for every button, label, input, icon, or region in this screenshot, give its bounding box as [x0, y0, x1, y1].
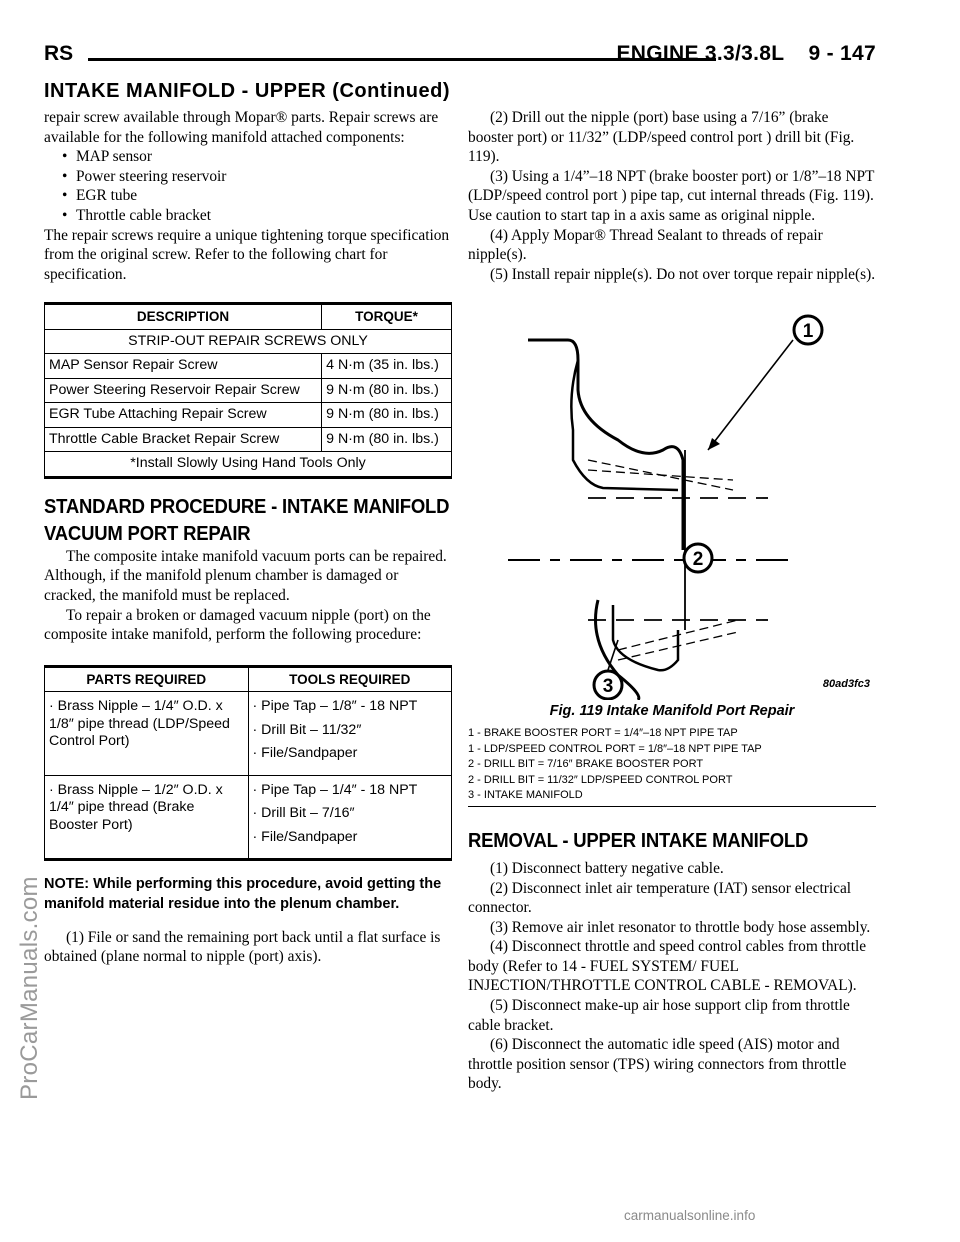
footer-watermark: carmanualsonline.info — [624, 1208, 756, 1223]
left-column — [44, 108, 452, 967]
page-header — [44, 42, 876, 72]
legend-item: 3 - INTAKE MANIFOLD — [468, 789, 583, 802]
table-cell: Power Steering Reservoir Repair Screw — [45, 378, 322, 403]
parts-table — [44, 665, 452, 862]
step-paragraph: (6) Disconnect the automatic idle speed (AIS) motor and throttle position sensor (TPS) wiring connectors from throttle body. — [468, 1036, 847, 1093]
legend-item: 2 - DRILL BIT = 7/16″ BRAKE BOOSTER PORT — [468, 758, 704, 771]
table-footnote: *Install Slowly Using Hand Tools Only — [45, 452, 452, 478]
table-row — [45, 378, 452, 403]
tool-item: · Pipe Tap – 1/8″ - 18 NPT — [252, 698, 418, 715]
legend-item: 1 - BRAKE BOOSTER PORT = 1/4″–18 NPT PIPE TAP — [468, 726, 738, 739]
table-header: DESCRIPTION — [45, 304, 322, 330]
tool-item: · File/Sandpaper — [252, 745, 358, 762]
step-paragraph: (1) File or sand the remaining port back until a flat surface is obtained (plane normal to nipple (port) axis). — [44, 928, 441, 966]
table-header: TOOLS REQUIRED — [248, 666, 452, 692]
tool-item: · Pipe Tap – 1/4″ - 18 NPT — [252, 781, 418, 798]
table-group-title: STRIP-OUT REPAIR SCREWS ONLY — [45, 329, 452, 354]
table-cell: 9 N·m (80 in. lbs.) — [322, 427, 452, 452]
table-cell: 9 N·m (80 in. lbs.) — [322, 378, 452, 403]
right-column — [468, 108, 876, 1094]
header-right: ENGINE 3.3/3.8L 9 - 147 — [616, 42, 876, 65]
table-cell: · Brass Nipple – 1/2″ O.D. x 1/4″ pipe thread (Brake Booster Port) — [45, 775, 249, 860]
component-list — [44, 147, 452, 225]
figure-legend — [468, 726, 876, 807]
step-paragraph: (5) Install repair nipple(s). Do not over torque repair nipple(s). — [490, 265, 876, 283]
table-cell: EGR Tube Attaching Repair Screw — [45, 403, 322, 428]
figure-caption: Fig. 119 Intake Manifold Port Repair — [549, 703, 795, 720]
side-watermark: ProCarManuals.com — [16, 876, 43, 1100]
legend-item: 2 - DRILL BIT = 11/32″ LDP/SPEED CONTROL PORT — [468, 773, 733, 786]
tool-item: · File/Sandpaper — [252, 828, 358, 845]
table-cell: 4 N·m (35 in. lbs.) — [322, 354, 452, 379]
table-row — [45, 427, 452, 452]
procedure-paragraph: To repair a broken or damaged vacuum nipple (port) on the composite intake manifold, perform the following procedure: — [44, 606, 431, 644]
list-item: • MAP sensor — [44, 147, 452, 167]
table-cell: 9 N·m (80 in. lbs.) — [322, 403, 452, 428]
step-paragraph: (2) Drill out the nipple (port) base using a 7/16” (brake booster port) or 11/32” (LDP/speed control port ) drill bit (Fig. 119). — [468, 109, 855, 166]
table-header: TORQUE* — [322, 304, 452, 330]
note-text: NOTE: While performing this procedure, avoid getting the manifold material residue into the plenum chamber. — [44, 876, 442, 912]
table-row — [45, 354, 452, 379]
step-paragraph: (5) Disconnect make-up air hose support clip from throttle cable bracket. — [468, 997, 850, 1034]
figure-code: 80ad3fc3 — [822, 677, 870, 690]
table-row — [45, 775, 452, 860]
table-row — [45, 403, 452, 428]
header-left: RS — [44, 42, 74, 65]
table-cell — [248, 692, 452, 776]
callout-3: 3 — [602, 676, 614, 698]
step-paragraph: (2) Disconnect inlet air temperature (IAT) sensor electrical connector. — [468, 879, 852, 917]
table-cell — [248, 775, 452, 860]
intake-port-diagram — [468, 300, 876, 700]
callout-2: 2 — [692, 549, 704, 571]
list-item: • EGR tube — [44, 186, 452, 206]
section-title: INTAKE MANIFOLD - UPPER (Continued) — [44, 80, 450, 102]
table-cell: MAP Sensor Repair Screw — [45, 354, 322, 379]
procedure-heading: STANDARD PROCEDURE - INTAKE MANIFOLD VACUUM PORT REPAIR — [44, 493, 450, 545]
step-paragraph: (1) Disconnect battery negative cable. — [490, 859, 724, 877]
list-item: • Power steering reservoir — [44, 167, 452, 187]
table-cell: · Brass Nipple – 1/4″ O.D. x 1/8″ pipe thread (LDP/Speed Control Port) — [45, 692, 249, 776]
step-paragraph: (3) Using a 1/4”–18 NPT (brake booster port) or 1/8”–18 NPT (LDP/speed control port ) pipe tap, cut internal threads (Fig. 119). Use caution to start tap in a axis same as original nipple. — [468, 167, 875, 224]
tool-item: · Drill Bit – 7/16″ — [252, 805, 355, 822]
figure-119 — [468, 300, 876, 700]
table-cell: Throttle Cable Bracket Repair Screw — [45, 427, 322, 452]
step-paragraph: (4) Apply Mopar® Thread Sealant to threads of repair nipple(s). — [468, 226, 823, 264]
callout-1: 1 — [802, 321, 814, 343]
intro-paragraph: repair screw available through Mopar® parts. Repair screws are available for the following manifold attached components: — [44, 109, 439, 146]
torque-intro: The repair screws require a unique tightening torque specification from the original screw. Refer to the following chart for specification. — [44, 226, 450, 283]
legend-item: 1 - LDP/SPEED CONTROL PORT = 1/8″–18 NPT PIPE TAP — [468, 742, 762, 755]
tool-item: · Drill Bit – 11/32″ — [252, 721, 362, 738]
torque-table — [44, 302, 452, 479]
table-header: PARTS REQUIRED — [45, 666, 249, 692]
procedure-paragraph: The composite intake manifold vacuum ports can be repaired. Although, if the manifold plenum chamber is damaged or cracked, the manifold must be replaced. — [44, 547, 447, 605]
list-item: • Throttle cable bracket — [44, 206, 452, 226]
table-row — [45, 692, 452, 776]
step-paragraph: (3) Remove air inlet resonator to throttle body hose assembly. — [490, 918, 871, 936]
step-paragraph: (4) Disconnect throttle and speed control cables from throttle body (Refer to 14 - FUEL SYSTEM/ FUEL INJECTION/THROTTLE CONTROL CABLE - REMOVAL). — [468, 938, 867, 995]
removal-heading: REMOVAL - UPPER INTAKE MANIFOLD — [468, 828, 809, 852]
